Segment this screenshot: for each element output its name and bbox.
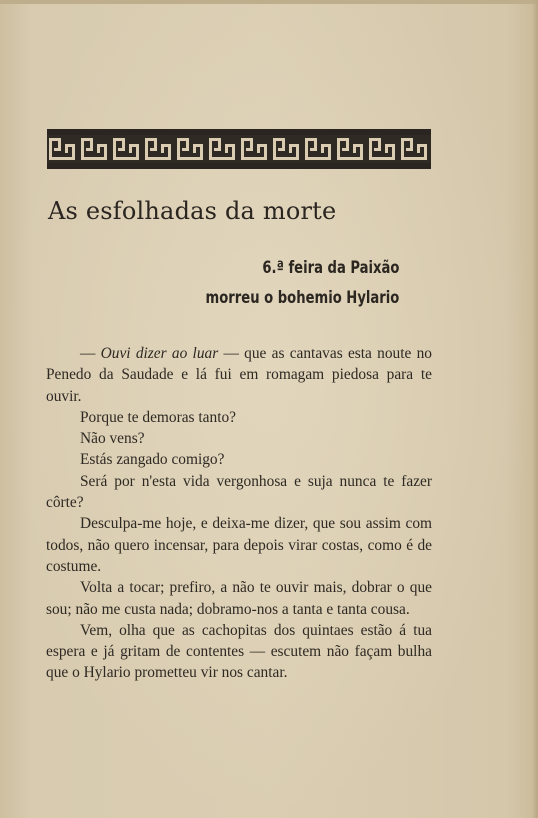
meander-segment bbox=[374, 148, 381, 151]
meander-segment bbox=[401, 157, 427, 160]
meander-segment bbox=[385, 144, 388, 153]
page-right-edge bbox=[532, 0, 538, 818]
meander-segment bbox=[113, 138, 116, 160]
meander-segment bbox=[81, 138, 84, 160]
meander-segment bbox=[321, 144, 324, 153]
meander-segment bbox=[209, 138, 212, 160]
meander-segment bbox=[49, 138, 52, 160]
meander-segment bbox=[406, 148, 413, 151]
subtitle-dedication: morreu o bohemio Hylario bbox=[205, 288, 399, 308]
paragraph: Desculpa-me hoje, e deixa-me dizer, que sou assim com todos, não quero incensar, para depois virar costas, como é de costume. bbox=[46, 515, 432, 575]
meander-segment bbox=[241, 157, 267, 160]
meander-segment bbox=[417, 144, 420, 153]
meander-segment bbox=[289, 144, 292, 153]
meander-segment bbox=[310, 148, 317, 151]
meander-segment bbox=[145, 138, 148, 160]
meander-segment bbox=[246, 148, 253, 151]
meander-segment bbox=[214, 148, 221, 151]
paragraph: Estás zangado comigo? bbox=[80, 451, 225, 469]
paragraph: Vem, olha que as cachopitas dos quintaes estão á tua espera e já gritam de contentes — escutem não façam bulha que o Hylario prometteu vir nos cantar. bbox=[46, 621, 432, 682]
body-text bbox=[46, 343, 432, 684]
greek-key-ornament bbox=[47, 129, 431, 169]
subtitle-date: 6.ª feira da Paixão bbox=[261, 258, 399, 278]
meander-segment bbox=[305, 138, 308, 160]
meander-segment bbox=[337, 138, 340, 160]
meander-segment bbox=[353, 144, 356, 153]
meander-segment bbox=[278, 148, 285, 151]
meander-segment bbox=[49, 157, 75, 160]
paragraph: Será por n'esta vida vergonhosa e suja nunca te fazer côrte? bbox=[46, 472, 432, 512]
meander-segment bbox=[86, 148, 93, 151]
meander-segment bbox=[145, 157, 171, 160]
meander-segment bbox=[241, 138, 244, 160]
meander-segment bbox=[54, 148, 61, 151]
meander-segment bbox=[177, 138, 180, 160]
page-top-edge bbox=[0, 0, 538, 4]
meander-segment bbox=[273, 138, 276, 160]
meander-segment bbox=[177, 157, 203, 160]
meander-segment bbox=[129, 144, 132, 153]
meander-segment bbox=[257, 144, 260, 153]
italic-quote: Ouvi dizer ao luar bbox=[100, 345, 219, 362]
paragraph: Porque te demoras tanto? bbox=[80, 408, 236, 426]
meander-segment bbox=[369, 157, 395, 160]
meander-segment bbox=[337, 157, 363, 160]
meander-segment bbox=[342, 148, 349, 151]
meander-segment bbox=[118, 148, 125, 151]
meander-segment bbox=[369, 138, 372, 160]
meander-segment bbox=[81, 157, 107, 160]
meander-segment bbox=[182, 148, 189, 151]
paragraph: Volta a tocar; prefiro, a não te ouvir mais, dobrar o que sou; não me custa nada; dobramo-nos a tanta e tanta cousa. bbox=[46, 579, 432, 618]
paragraph bbox=[46, 343, 432, 407]
paragraph-text: — que as cantavas esta noute no Penedo da Saudade e lá fui em romagam piedosa para te ouvir. bbox=[46, 345, 432, 405]
paragraph: Não vens? bbox=[80, 430, 145, 448]
dash-lead: — bbox=[80, 345, 101, 362]
meander-segment bbox=[225, 144, 228, 153]
meander-segment bbox=[305, 157, 331, 160]
section-title: As esfolhadas da morte bbox=[48, 197, 337, 225]
meander-segment bbox=[273, 157, 299, 160]
meander-segment bbox=[209, 157, 235, 160]
meander-segment bbox=[401, 138, 404, 160]
meander-segment bbox=[150, 148, 157, 151]
meander-segment bbox=[161, 144, 164, 153]
meander-segment bbox=[97, 144, 100, 153]
meander-segment bbox=[193, 144, 196, 153]
meander-segment bbox=[65, 144, 68, 153]
meander-segment bbox=[113, 157, 139, 160]
